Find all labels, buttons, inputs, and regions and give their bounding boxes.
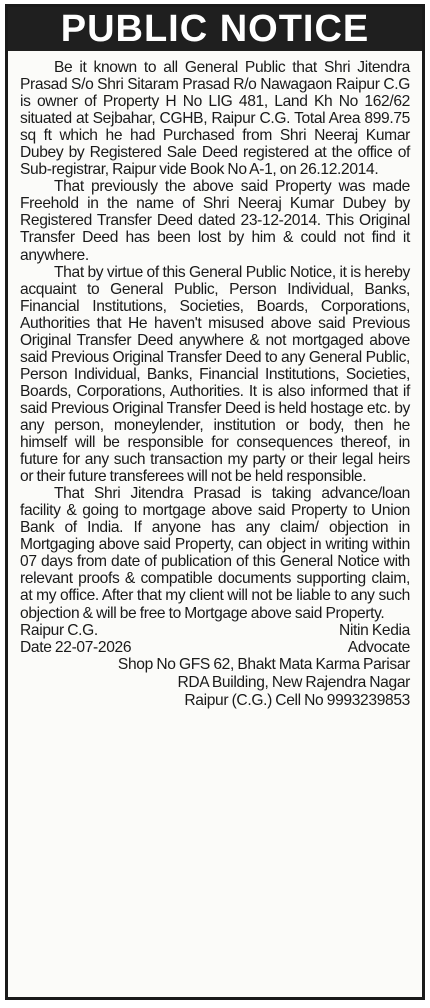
paragraph-lost-deed: That previously the above said Property was made Freehold in the name of Shri Neeraj Kumar Dubey by Registered Transfer Deed dated 23-12-2014. This Original Transfer Deed has been lost by him & could not find it anywhere. — [20, 178, 410, 264]
signature-row-2 — [20, 639, 410, 656]
signature-row-1 — [20, 622, 410, 639]
notice-body — [8, 51, 422, 709]
public-notice — [5, 4, 425, 1000]
signatory-title: Advocate — [347, 638, 410, 656]
address-line: Raipur (C.G.) Cell No 9993239853 — [184, 691, 410, 709]
signatory-name: Nitin Kedia — [339, 621, 410, 639]
notice-date: Date 22-07-2026 — [20, 638, 132, 656]
notice-title: PUBLIC NOTICE — [8, 7, 422, 51]
paragraph-mortgage: That Shri Jitendra Prasad is taking advance/loan facility & going to mortgage above said Property to Union Bank of India. If anyone has any claim/ objection in Mortgaging above said Property, can object in writing within 07 days from date of publication of this General Notice with relevant proofs & compatible documents supporting claim, at my office. After that my client will not be liable to any such objection & will be free to Mortgage above said Property. — [20, 485, 410, 622]
paragraph-ownership: Be it known to all General Public that Shri Jitendra Prasad S/o Shri Sitaram Prasad R/o Nawagaon Raipur C.G is owner of Property H No LIG 481, Land Kh No 162/62 situated at Sejbahar, CGHB, Raipur C.G. Total Area 899.75 sq ft which he had Purchased from Shri Neeraj Kumar Dubey by Registered Sale Deed registered at the office of Sub-registrar, Raipur vide Book No A-1, on 26.12.2014. — [20, 59, 410, 179]
paragraph-declaration: That by virtue of this General Public Notice, it is hereby acquaint to General Public, Person Individual, Banks, Financial Institutions, Societies, Boards, Corporations, Authorities that He haven't misused above said Previous Original Transfer Deed anywhere & not mortgaged above said Previous Original Transfer Deed to any General Public, Person Individual, Banks, Financial Institutions, Societies, Boards, Corporations, Authorities. It is also informed that if said Previous Original Transfer Deed is held hostage etc. by any person, moneylender, institution or body, then he himself will be responsible for consequences thereof, in future for any such transaction my party or their legal heirs or their future transferees will not be held responsible. — [20, 263, 410, 486]
place: Raipur C.G. — [20, 621, 98, 639]
office-address — [20, 656, 410, 709]
address-line: Shop No GFS 62, Bhakt Mata Karma Parisar — [117, 655, 410, 673]
address-line: RDA Building, New Rajendra Nagar — [177, 673, 410, 691]
